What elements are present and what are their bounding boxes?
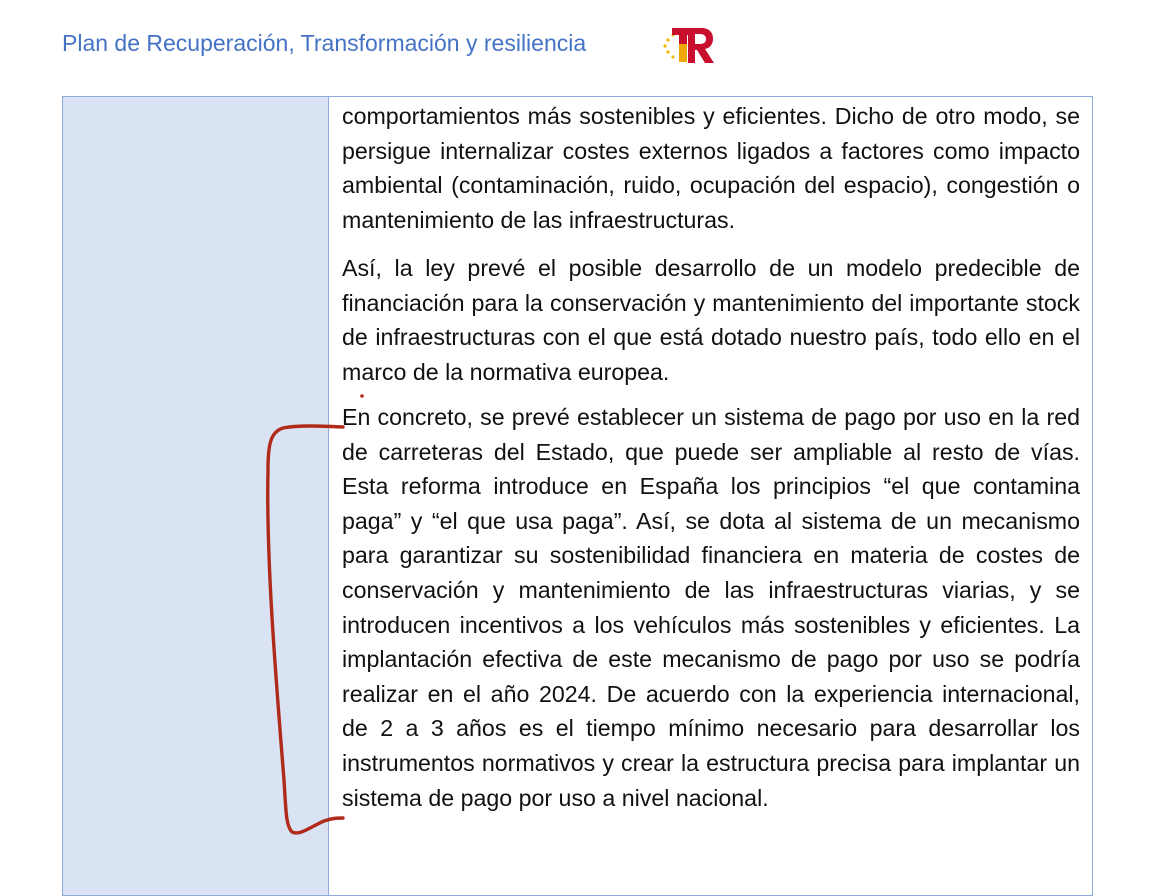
eu-stars-arc (663, 33, 674, 58)
paragraph-1: comportamientos más sostenibles y eficientes. Dicho de otro modo, se persigue internalizar costes externos ligados a factores como impacto ambiental (contaminación, ruido, ocupación del espacio), congestión o mantenimiento de las infraestructuras. (342, 103, 1080, 233)
paragraph-3-highlighted: En concreto, se prevé establecer un sistema de pago por uso en la red de carreteras del Estado, que puede ser ampliable al resto de vías. Esta reforma introduce en España los principios “el que contamina paga” y “el que usa paga”. Así, se dota al sistema de un mecanismo para garantizar su sostenibilidad financiera en materia de costes de conservación y mantenimiento de las infraestructuras viarias, y se introducen incentivos a los vehículos más sostenibles y eficientes. La implantación efectiva de este mecanismo de pago por uso se podría realizar en el año 2024. De acuerdo con la experiencia internacional, de 2 a 3 años es el tiempo mínimo necesario para desarrollar los instrumentos normativos y crear la estructura precisa para implantar un sistema de pago por uso a nivel nacional. (342, 404, 1080, 811)
content-table (62, 96, 1093, 896)
table-label-cell (63, 97, 329, 895)
table-content-cell (329, 97, 1092, 895)
tr-logo-icon (660, 22, 716, 70)
logo-letter-r (688, 28, 714, 63)
document-header-title: Plan de Recuperación, Transformación y resiliencia (62, 30, 587, 56)
paragraph-2: Así, la ley prevé el posible desarrollo de un modelo predecible de financiación para la conservación y mantenimiento del importante stock de infraestructuras con el que está dotado nuestro país, todo ello en el marco de la normativa europea. (342, 255, 1080, 385)
